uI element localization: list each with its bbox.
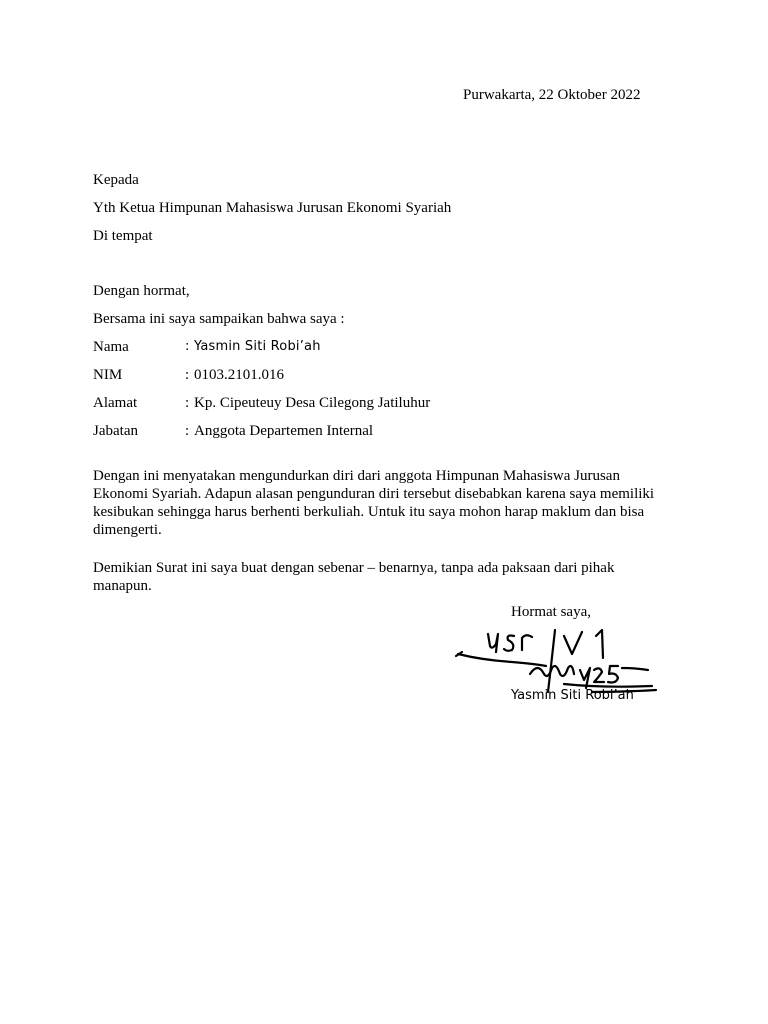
identity-value: 0103.2101.016: [194, 367, 284, 383]
identity-label: Jabatan: [93, 423, 138, 439]
addressee-line-3: Di tempat: [93, 228, 153, 244]
identity-separator: :: [185, 339, 190, 354]
signer-name: Yasmin Siti Robi’ah: [511, 688, 634, 703]
identity-row-nim: [93, 366, 430, 394]
intro-line: Bersama ini saya sampaikan bahwa saya :: [93, 311, 345, 327]
identity-table: [93, 338, 430, 450]
identity-label: Alamat: [93, 395, 138, 411]
addressee-line-2: Yth Ketua Himpunan Mahasiswa Jurusan Ekonomi Syariah: [93, 200, 452, 216]
identity-label: NIM: [93, 367, 123, 383]
identity-row-position: [93, 422, 430, 450]
addressee-line-1: Kepada: [93, 172, 139, 188]
place-date: Purwakarta, 22 Oktober 2022: [463, 87, 641, 103]
identity-value: Kp. Cipeuteuy Desa Cilegong Jatiluhur: [194, 395, 431, 411]
identity-value: Anggota Departemen Internal: [194, 423, 374, 439]
salutation: Dengan hormat,: [93, 283, 190, 299]
identity-separator: :: [185, 395, 190, 411]
identity-separator: :: [185, 423, 190, 439]
identity-row-address: [93, 394, 430, 422]
statement-paragraph: Dengan ini menyatakan mengundurkan diri dari anggota Himpunan Mahasiswa Jurusan Ekonomi Syariah. Adapun alasan pengunduran diri tersebut disebabkan karena saya memiliki kesibukan sehingga harus berhenti berkuliah. Untuk itu saya mohon harap maklum dan bisa dimengerti.: [93, 468, 655, 538]
identity-label: Nama: [93, 339, 129, 355]
identity-row-name: [93, 338, 430, 366]
addressee-block: [93, 171, 451, 255]
identity-separator: :: [185, 367, 190, 383]
closing-paragraph: Demikian Surat ini saya buat dengan sebenar – benarnya, tanpa ada paksaan dari pihak manapun.: [93, 560, 615, 594]
greeting-block: [93, 282, 345, 338]
identity-value: Yasmin Siti Robi’ah: [194, 339, 321, 354]
regards-text: Hormat saya,: [511, 604, 591, 620]
